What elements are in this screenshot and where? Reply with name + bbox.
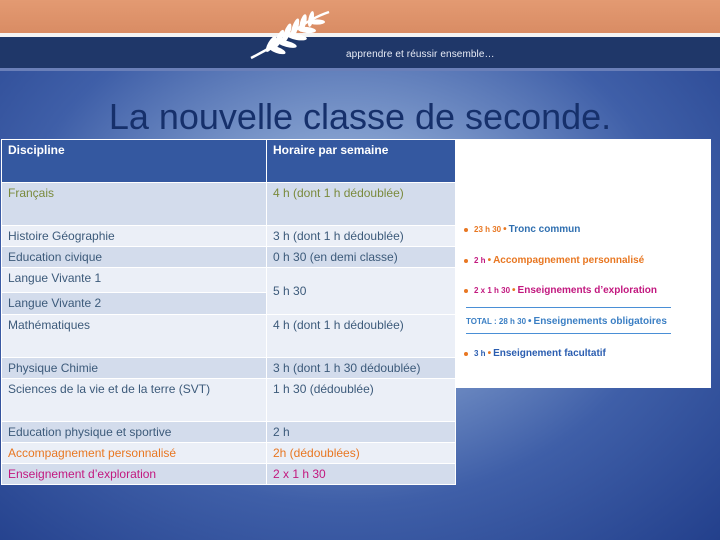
cell-discipline: Langue Vivante 2 [2,293,267,315]
cell-horaire: 2 x 1 h 30 [267,464,456,485]
table-row [2,464,456,485]
table-header-row [2,140,456,183]
legend-separator: • [528,316,532,327]
legend-item [464,348,606,359]
cell-discipline: Sciences de la vie et de la terre (SVT) [2,379,267,422]
divider-line [466,333,671,334]
table-row [2,226,456,247]
cell-discipline: Physique Chimie [2,358,267,379]
legend-hours: 2 x 1 h 30 [474,286,511,295]
header-divider [0,68,720,71]
cell-horaire: 2 h [267,422,456,443]
bullet-icon [464,352,468,356]
legend-separator: • [487,348,492,359]
legend-hours: 2 h [474,256,486,265]
cell-discipline: Mathématiques [2,315,267,358]
legend-label: Enseignements d’exploration [517,285,658,296]
table-row [2,422,456,443]
legend-total [466,316,667,327]
legend-separator: • [487,255,492,266]
bullet-icon [464,289,468,293]
cell-discipline: Langue Vivante 1 [2,268,267,293]
legend-hours: 23 h 30 [474,225,502,234]
table-row [2,183,456,226]
legend-hours: 3 h [474,349,486,358]
cell-horaire: 0 h 30 (en demi classe) [267,247,456,268]
table-row [2,315,456,358]
legend-separator: • [512,285,516,296]
column-header-horaire: Horaire par semaine [267,140,456,183]
legend-separator: • [503,224,507,235]
slide-title: La nouvelle classe de seconde. [108,96,612,137]
table-row [2,268,456,293]
bullet-icon [464,228,468,232]
header-tagline: apprendre et réussir ensemble… [346,49,495,60]
legend-hours: TOTAL : 28 h 30 [466,317,527,326]
cell-horaire: 1 h 30 (dédoublée) [267,379,456,422]
cell-discipline: Education physique et sportive [2,422,267,443]
cell-discipline: Histoire Géographie [2,226,267,247]
legend-label: Enseignement facultatif [493,348,606,359]
table-row [2,379,456,422]
table-row [2,247,456,268]
cell-horaire: 2h (dédoublées) [267,443,456,464]
table-row [2,358,456,379]
bullet-icon [464,259,468,263]
palm-leaf-logo-icon [245,6,335,64]
column-header-discipline: Discipline [2,140,267,183]
legend-label: Accompagnement personnalisé [493,255,645,266]
legend-label: Tronc commun [508,224,581,235]
cell-discipline: Education civique [2,247,267,268]
cell-horaire: 5 h 30 [267,268,456,315]
cell-horaire: 4 h (dont 1 h dédoublée) [267,183,456,226]
schedule-legend-panel [456,139,711,388]
divider-line [466,307,671,308]
legend-item [464,224,580,235]
legend-label: Enseignements obligatoires [533,316,667,327]
legend-item [464,285,657,296]
cell-horaire: 4 h (dont 1 h dédoublée) [267,315,456,358]
cell-discipline: Enseignement d’exploration [2,464,267,485]
table-row [2,443,456,464]
cell-horaire: 3 h (dont 1 h 30 dédoublée) [267,358,456,379]
cell-discipline: Français [2,183,267,226]
cell-discipline: Accompagnement personnalisé [2,443,267,464]
legend-item [464,255,644,266]
header-band [0,0,720,33]
cell-horaire: 3 h (dont 1 h dédoublée) [267,226,456,247]
discipline-table [1,139,456,485]
